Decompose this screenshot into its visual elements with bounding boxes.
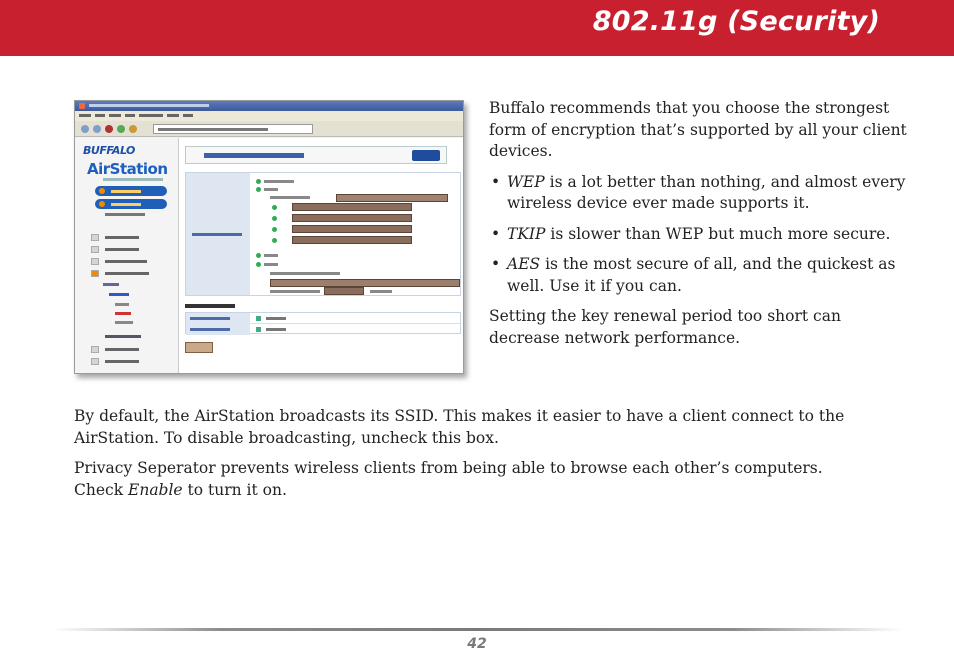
bullet-wep: • WEP is a lot better than nothing, and almost every wireless device ever made supports it.: [491, 172, 906, 212]
intro-paragraph: Buffalo recommends that you choose the strongest form of encryption that’s supported by all your client devices.: [489, 99, 907, 160]
bottom-section: [74, 406, 874, 510]
screenshot-pill-2: [95, 199, 167, 209]
screenshot-advanced-title: [185, 304, 235, 308]
screenshot-menubar: [75, 111, 463, 121]
screenshot-nav-item: [91, 257, 171, 266]
enable-term: Enable: [128, 480, 183, 499]
router-security-screenshot: [74, 100, 464, 374]
screenshot-main: [185, 146, 461, 371]
screenshot-titlebar: [75, 101, 463, 111]
page-title: 802.11g (Security): [592, 6, 880, 37]
right-column: [489, 98, 909, 358]
screenshot-sidebar: [75, 138, 179, 374]
screenshot-content: [75, 138, 463, 374]
privacy-text-before: Privacy Seperator prevents wireless clients from being able to browse each other’s computers. Check: [74, 459, 823, 499]
bullet-aes: • AES is the most secure of all, and the quickest as well. Use it if you can.: [491, 255, 896, 295]
screenshot-nav-item-active: [91, 269, 171, 278]
privacy-text-after: to turn it on.: [182, 480, 287, 499]
screenshot-nav-item: [91, 357, 171, 366]
renewal-note: Setting the key renewal period too short can decrease network performance.: [489, 307, 841, 347]
screenshot-nav-item: [91, 245, 171, 254]
bullet-tkip: • TKIP is slower than WEP but much more secure.: [491, 224, 891, 243]
screenshot-logo: BUFFALO: [83, 144, 135, 157]
screenshot-advanced-section: [185, 312, 461, 334]
ssid-paragraph: By default, the AirStation broadcasts its SSID. This makes it easier to have a client connect to the AirStation. To disable broadcasting, uncheck this box.: [74, 407, 845, 447]
screenshot-brand: AirStation: [87, 160, 168, 178]
screenshot-address-bar: [153, 124, 313, 134]
bullet-text: is a lot better than nothing, and almost every wireless device ever made supports it.: [507, 172, 906, 212]
privacy-paragraph: [74, 458, 874, 501]
bullet-term: AES: [507, 255, 541, 273]
screenshot-nav-item: [91, 345, 171, 354]
screenshot-pill-1: [95, 186, 167, 196]
screenshot-encryption-section: [185, 172, 461, 296]
bullet-text: is slower than WEP but much more secure.: [545, 224, 891, 243]
bullet-term: WEP: [507, 172, 545, 191]
bullet-text: is the most secure of all, and the quickest as well. Use it if you can.: [507, 255, 896, 295]
bullet-term: TKIP: [507, 224, 546, 243]
page-number: 42: [467, 636, 487, 652]
screenshot-nav-item: [91, 233, 171, 242]
footer-rule: [52, 628, 902, 631]
screenshot-apply-button: [185, 342, 213, 353]
screenshot-page-title: [185, 146, 447, 164]
